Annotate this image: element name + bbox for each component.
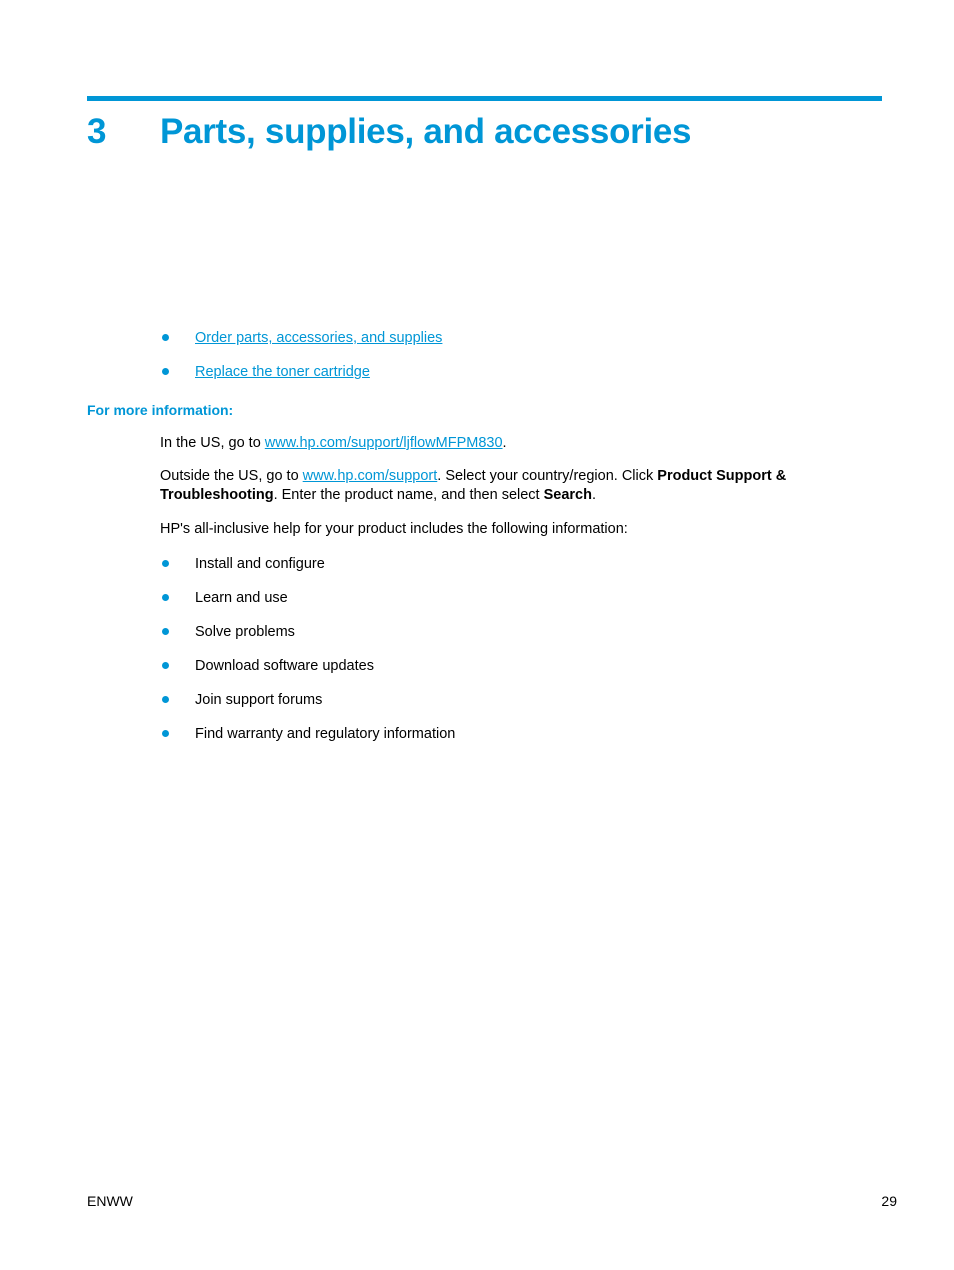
bullet-icon [162,696,169,703]
list-item [160,615,455,649]
feature-text: Download software updates [195,658,374,674]
us-support-paragraph [160,434,820,453]
list-item [160,581,455,615]
footer-label: ENWW [87,1193,133,1209]
bullet-icon [162,334,169,341]
feature-text: Find warranty and regulatory information [195,726,456,742]
chapter-toc-list [160,321,442,389]
list-item [160,649,455,683]
toc-link-replace-toner[interactable]: Replace the toner cartridge [195,364,370,380]
feature-text: Learn and use [195,590,288,606]
help-features-list [160,547,455,751]
list-item [160,547,455,581]
us-support-link[interactable]: www.hp.com/support/ljflowMFPM830 [264,435,503,451]
toc-item [160,355,442,389]
page-number: 29 [881,1193,897,1209]
bullet-icon [162,368,169,375]
outside-mid-text: . Select your country/region. Click [437,468,658,484]
feature-text: Solve problems [195,624,295,640]
toc-item [160,321,442,355]
list-item [160,683,455,717]
bullet-icon [162,628,169,635]
us-prefix-text: In the US, go to [160,435,265,451]
outside-prefix-text: Outside the US, go to [160,468,303,484]
toc-link-order-parts[interactable]: Order parts, accessories, and supplies [195,330,443,346]
feature-text: Install and configure [195,556,325,572]
outside-mid2-text: . Enter the product name, and then select [273,487,544,503]
chapter-title: Parts, supplies, and accessories [160,112,692,151]
product-support-label: Product Support & Troubleshooting [160,468,787,503]
help-intro-paragraph: HP's all-inclusive help for your product includes the following information: [160,521,628,537]
outside-suffix-text: . [591,487,597,503]
outside-us-paragraph [160,467,820,505]
search-label: Search [543,487,592,503]
chapter-rule [87,96,882,101]
feature-text: Join support forums [195,692,323,708]
outside-support-link[interactable]: www.hp.com/support [302,468,438,484]
us-suffix-text: . [502,435,507,451]
bullet-icon [162,730,169,737]
chapter-number: 3 [87,112,107,151]
list-item [160,717,455,751]
bullet-icon [162,594,169,601]
bullet-icon [162,560,169,567]
chapter-heading [87,108,691,156]
more-info-heading: For more information: [87,402,234,418]
bullet-icon [162,662,169,669]
